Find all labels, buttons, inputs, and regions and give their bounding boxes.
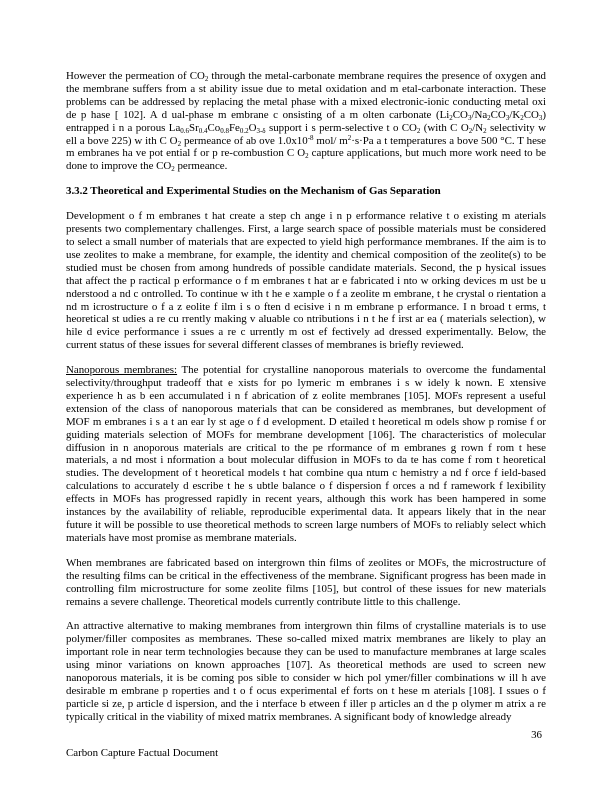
page-number: 36 xyxy=(531,729,542,741)
text-content xyxy=(66,70,546,736)
paragraph-membrane-development-challenges: Development o f m embranes t hat create a step ch ange i n p erformance relative t o existing m aterials presents two complementary challenges. First, a large search space of possible materials must be considered to select a small number of materials that are expected to yield high performance membranes. If the aim is to use zeolites to make a membrane, for example, the identity and chemical composition of the zeolite(s) to be studied must be chosen from among hundreds of possible candidate materials. Second, the p hysical issues that affect the p ractical p erformance o f m embranes t hat ar e fabricated i nto w orking devices m ust be u nderstood a nd c ontrolled. To continue w ith t he e xample o f a zeolite m embrane, t he crystal o rientation a nd m icrostructure o f a z eolite f ilm i s o ften d ecisive i n m embrane p erformance. I n broad t erms, t heoretical st udies a re cu rrently making v aluable co ntributions i n t he f irst ar ea ( materials selection), w hile d evice performance i ssues a re c urrently m ost ef fectively ad dressed experimentally. Below, the current status of these issues for several different classes of membranes is briefly reviewed. xyxy=(66,210,546,352)
paragraph-intergrown-thin-films: When membranes are fabricated based on intergrown thin films of zeolites or MOFs, the microstructure of the resulting films can be critical in the effectiveness of the membrane. Significant progress has been made in controlling film microstructure for some zeolite films [105], but control of these issues for new materials remains a severe challenge. Theoretical models currently contribute little to this challenge. xyxy=(66,556,546,608)
section-heading: 3.3.2 Theoretical and Experimental Studies on the Mechanism of Gas Separation xyxy=(66,185,441,198)
footer-document-title: Carbon Capture Factual Document xyxy=(66,747,219,759)
paragraph-co2-permeation: However the permeation of $CO_2$ through the metal-carbonate membrane requires the presence of oxygen and the membrane suffers from a st ability issue due to metal oxidation and m etal-carbonate interaction. These problems can be addressed by replacing the metal phase with a mixed electronic-ionic conducting metal oxi de p hase [ 102]. A d ual-phase m embrane c onsisting of a m olten carbonate $(Li_2CO_3/Na_2CO_3/K_2CO_3)$ entrapped i n a porous $La_{0.6}Sr_{0.4}Co_{0.8}Fe_{0.2}O_{3-\delta}$ support i s perm-selective t o $CO_2$ (with C $O_2/N_2$ selectivity w ell a bove 225) w ith C $O_2$ permeance of ab ove $1.0x10^{-8}$ mol/ $m^2\cdot s\cdot Pa$ a t temperatures a bove 500 °C. T hese m embranes ha ve pot ential f or p re-combustion C $O_2$ capture applications, but much more work need to be done to improve the $CO_2$ permeance. xyxy=(66,70,547,174)
paragraph-mixed-matrix-membranes: An attractive alternative to making membranes from intergrown thin films of crystalline materials is to use polymer/filler composites as membranes. These so-called mixed matrix membranes are likely to play an important role in near term technologies because they can be used to manufacture membranes at large scales using minor variations on known approaches [107]. As theoretical methods are used to screen new nanoporous materials, it is be coming pos sible to consider w hich pol ymer/filler combinations w ill h ave desirable m embrane p roperties and t o f ocus experimental ef forts on t hese m aterials [108]. I ssues o f particle si ze, p article d ispersion, and the i nterface b etween f iller p articles an d the p olymer m atrix a re typically critical in the viability of mixed matrix membranes. A significant body of knowledge already xyxy=(66,620,546,723)
paragraph-nanoporous-membranes: Nanoporous membranes: The potential for crystalline nanoporous materials to overcome the fundamental selectivity/throughput tradeoff that e xists for po lymeric m embranes i s w idely k nown. E xtensive experience h as b een accumulated i n f abrication of z eolite membranes [105]. MOFs represent a useful extension of the class of nanoporous materials that can be considered as membranes, but development of MOF m embranes i s a t an ear ly st age o f d evelopment. D etailed t heoretical m odels show p romise f or guiding materials selection of MOFs for membrane development [106]. The characteristics of molecular diffusion in n anoporous materials are critical to the pe rformance of m embranes g rown f rom t hese materials, a nd most i nformation a bout molecular diffusion in MOFs to da te has come f rom t heoretical studies. The development of t heoretical models t hat combine qua ntum c hemistry a nd f orce f ield-based calculations to accurately d escribe t he s ubtle balance o f dispersion f orces a nd f ramework f lexibility effects in MOFs has progressed rapidly in recent years, although this work has been hampered in some instances by the availability of reliable, reproducible experimental data. It appears likely that in the near future it will be possible to use theoretical methods to screen large numbers of MOFs to reliably select which materials have most promise as membrane materials. xyxy=(66,364,546,544)
